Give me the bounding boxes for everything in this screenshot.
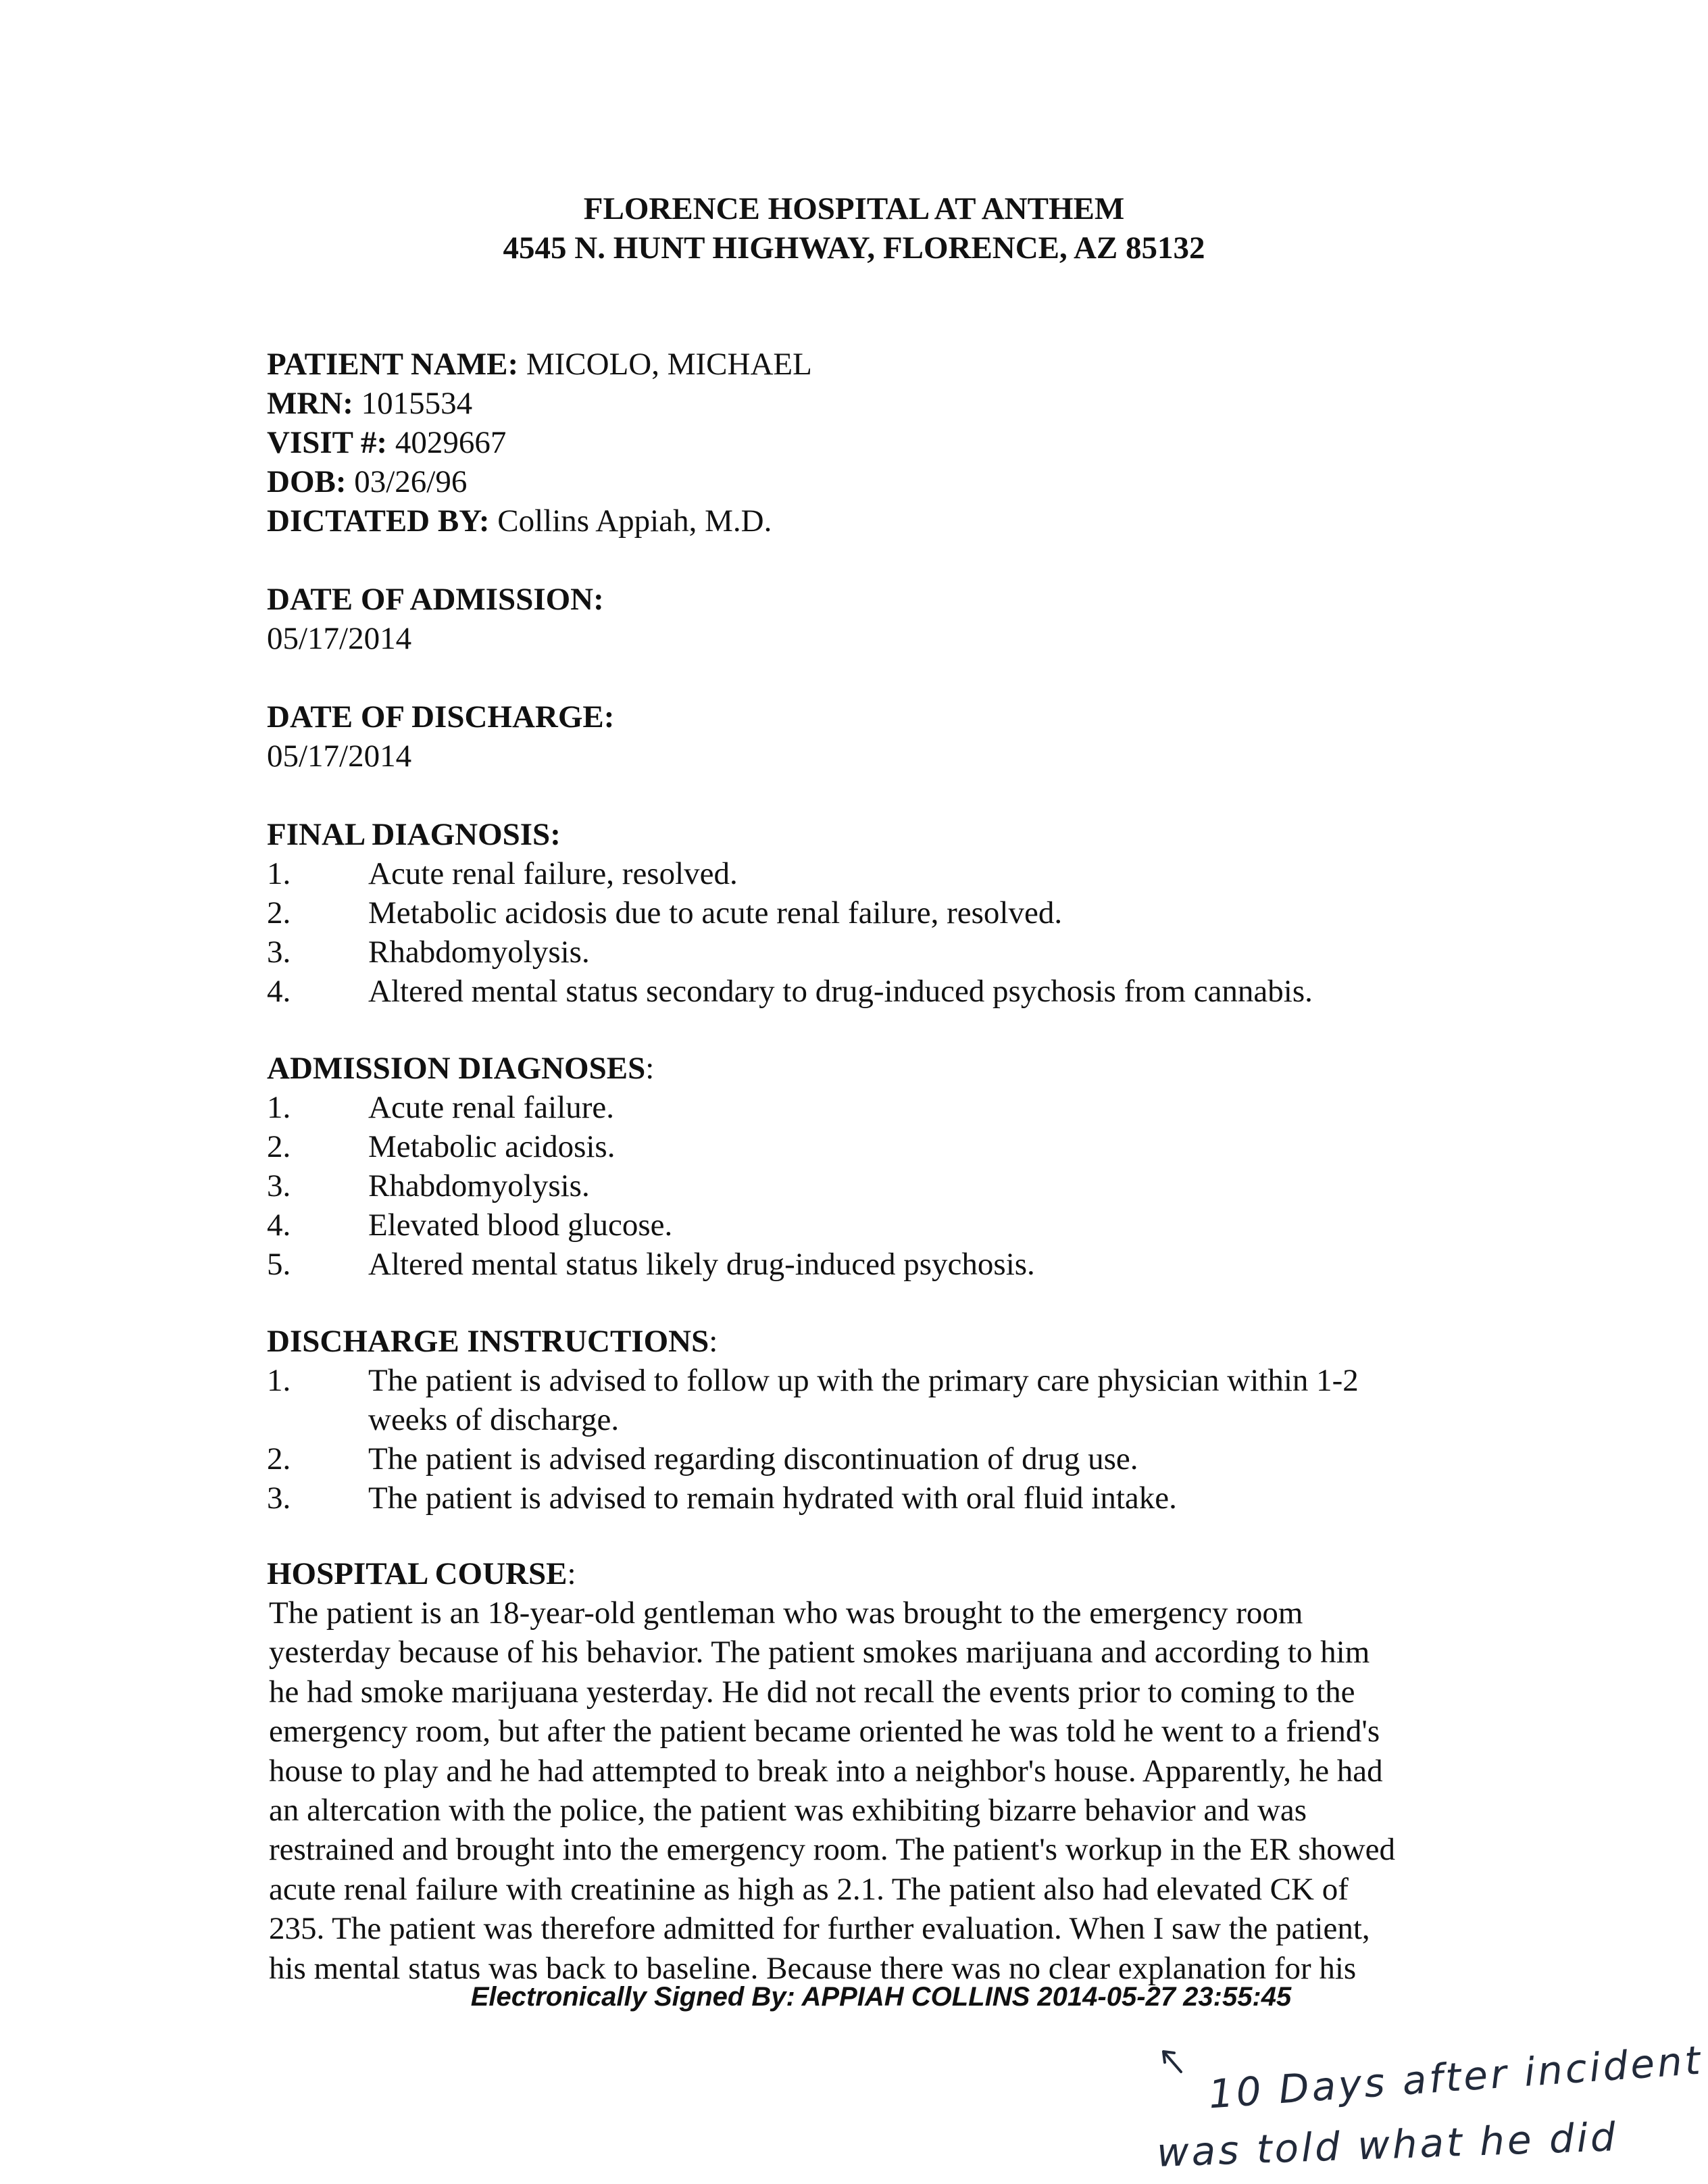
paragraph-line: his mental status was back to baseline. Because there was no clear explanation for his — [269, 1950, 1357, 1986]
list-text: Rhabdomyolysis. — [368, 1168, 590, 1203]
dictated-label: DICTATED BY: — [267, 503, 490, 539]
admission-date-value: 05/17/2014 — [267, 621, 412, 656]
discharge-date-label: DATE OF DISCHARGE: — [267, 699, 615, 735]
list-text: Elevated blood glucose. — [368, 1208, 673, 1243]
list-number: 1. — [267, 856, 291, 891]
admission-diagnoses-heading — [267, 1049, 654, 1088]
list-number: 4. — [267, 1208, 291, 1243]
list-text: Acute renal failure, resolved. — [368, 856, 738, 891]
paragraph-line: house to play and he had attempted to break into a neighbor's house. Apparently, he had — [269, 1753, 1383, 1789]
heading-colon: : — [567, 1556, 576, 1591]
visit-label: VISIT #: — [267, 425, 388, 460]
paragraph-line: restrained and brought into the emergency room. The patient's workup in the ER showed — [269, 1832, 1396, 1868]
admission-diagnoses-label: ADMISSION DIAGNOSES — [267, 1051, 646, 1086]
heading-colon: : — [645, 1051, 655, 1086]
paragraph-line: acute renal failure with creatinine as high as 2.1. The patient also had elevated CK of — [269, 1871, 1349, 1907]
list-text: Rhabdomyolysis. — [368, 935, 590, 970]
patient-name-value: MICOLO, MICHAEL — [526, 347, 812, 382]
visit-value: 4029667 — [395, 425, 507, 460]
list-number: 1. — [267, 1090, 291, 1125]
list-number: 3. — [267, 935, 291, 970]
hospital-course-label: HOSPITAL COURSE — [267, 1556, 568, 1591]
hospital-course-heading — [267, 1554, 576, 1593]
paragraph-line: The patient is an 18-year-old gentleman who was brought to the emergency room — [269, 1595, 1303, 1631]
list-number: 2. — [267, 1129, 291, 1164]
visit-row — [267, 423, 506, 462]
dob-row — [267, 462, 467, 501]
list-number: 5. — [267, 1247, 291, 1282]
dob-value: 03/26/96 — [354, 464, 468, 499]
list-text: Metabolic acidosis. — [368, 1129, 616, 1164]
paragraph-line: 235. The patient was therefore admitted for further evaluation. When I saw the patient, — [269, 1911, 1370, 1947]
list-text: The patient is advised regarding discontinuation of drug use. — [368, 1441, 1138, 1476]
discharge-date-value: 05/17/2014 — [267, 739, 412, 774]
list-number: 1. — [267, 1363, 291, 1398]
dob-label: DOB: — [267, 464, 347, 499]
list-number: 2. — [267, 895, 291, 930]
patient-name-label: PATIENT NAME: — [267, 347, 519, 382]
paragraph-line: he had smoke marijuana yesterday. He did not recall the events prior to coming to the — [269, 1674, 1355, 1710]
paragraph-line: emergency room, but after the patient became oriented he was told he went to a friend's — [269, 1714, 1380, 1749]
list-text: The patient is advised to remain hydrated with oral fluid intake. — [368, 1481, 1177, 1516]
hospital-address: 4545 N. HUNT HIGHWAY, FLORENCE, AZ 85132 — [503, 230, 1205, 266]
handwritten-arrow-icon — [1161, 2049, 1188, 2076]
list-text: Altered mental status secondary to drug-induced psychosis from cannabis. — [368, 974, 1313, 1009]
discharge-instructions-heading — [267, 1322, 718, 1361]
list-number: 3. — [267, 1168, 291, 1203]
final-diagnosis-heading: FINAL DIAGNOSIS: — [267, 817, 561, 852]
patient-name-row — [267, 345, 812, 384]
hospital-course-paragraph — [269, 1593, 1505, 1988]
list-number: 4. — [267, 974, 291, 1009]
list-number: 2. — [267, 1441, 291, 1476]
dictated-value: Collins Appiah, M.D. — [497, 503, 772, 539]
admission-date-label: DATE OF ADMISSION: — [267, 582, 604, 617]
list-text: Altered mental status likely drug-induced psychosis. — [368, 1247, 1035, 1282]
list-text: Acute renal failure. — [368, 1090, 615, 1125]
list-number: 3. — [267, 1481, 291, 1516]
mrn-row — [267, 384, 472, 423]
electronic-signature: Electronically Signed By: APPIAH COLLINS 2014-05-27 23:55:45 — [470, 1982, 1292, 2012]
paragraph-line: an altercation with the police, the patient was exhibiting bizarre behavior and was — [269, 1793, 1307, 1829]
paragraph-line: yesterday because of his behavior. The patient smokes marijuana and according to him — [269, 1635, 1370, 1670]
dictated-row — [267, 501, 772, 541]
mrn-label: MRN: — [267, 386, 353, 421]
list-text: Metabolic acidosis due to acute renal failure, resolved. — [368, 895, 1063, 930]
list-text: weeks of discharge. — [368, 1402, 620, 1437]
handwritten-note-line1: 10 Days after incident — [1207, 2037, 1705, 2118]
mrn-value: 1015534 — [361, 386, 473, 421]
handwritten-note-line2: was told what he did — [1156, 2114, 1619, 2176]
discharge-instructions-label: DISCHARGE INSTRUCTIONS — [267, 1324, 709, 1359]
list-text: The patient is advised to follow up with the primary care physician within 1-2 — [368, 1363, 1359, 1398]
heading-colon: : — [709, 1324, 718, 1359]
hospital-name: FLORENCE HOSPITAL AT ANTHEM — [583, 191, 1125, 226]
